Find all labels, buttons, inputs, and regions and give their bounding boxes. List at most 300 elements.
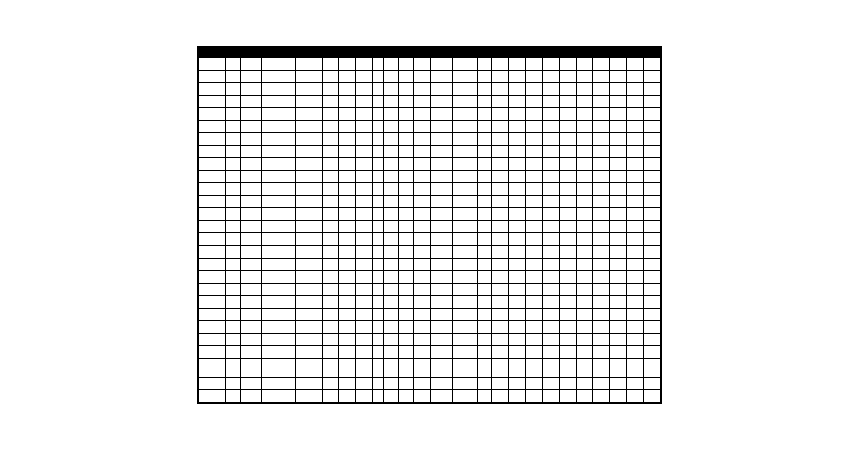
table-row [199, 58, 661, 71]
table-cell [225, 296, 240, 309]
table-cell [509, 108, 526, 121]
table-cell [559, 58, 576, 71]
table-cell [477, 333, 492, 346]
table-cell [610, 120, 627, 133]
table-cell [644, 208, 661, 221]
table-cell [509, 95, 526, 108]
table-cell [610, 170, 627, 183]
table-cell [576, 233, 593, 246]
table-cell [356, 220, 373, 233]
table-cell [627, 233, 644, 246]
table-cell [356, 233, 373, 246]
table-cell [593, 271, 610, 284]
table-cell [225, 271, 240, 284]
table-cell [627, 58, 644, 71]
table-cell [295, 208, 322, 221]
table-cell [576, 133, 593, 146]
column-header [593, 48, 610, 58]
table-cell [384, 70, 399, 83]
table-cell [526, 358, 543, 377]
table-cell [542, 220, 559, 233]
table-cell [610, 271, 627, 284]
row-label-cell [199, 170, 226, 183]
table-cell [477, 120, 492, 133]
table-cell [373, 258, 384, 271]
table-cell [356, 145, 373, 158]
table-cell [356, 70, 373, 83]
table-cell [240, 208, 261, 221]
table-cell [477, 220, 492, 233]
table-cell [576, 390, 593, 403]
table-cell [559, 377, 576, 390]
table-cell [526, 58, 543, 71]
table-cell [356, 58, 373, 71]
table-cell [559, 333, 576, 346]
table-cell [576, 120, 593, 133]
table-cell [339, 390, 356, 403]
table-cell [356, 158, 373, 171]
table-cell [526, 108, 543, 121]
table-cell [413, 346, 430, 359]
table-cell [356, 208, 373, 221]
table-cell [559, 390, 576, 403]
table-cell [477, 296, 492, 309]
table-cell [225, 321, 240, 334]
table-cell [225, 133, 240, 146]
table-header [199, 48, 661, 58]
row-label-cell [199, 390, 226, 403]
table-cell [225, 220, 240, 233]
table-cell [593, 83, 610, 96]
column-header [509, 48, 526, 58]
table-cell [509, 183, 526, 196]
table-cell [644, 258, 661, 271]
row-label-cell [199, 283, 226, 296]
table-cell [339, 208, 356, 221]
table-cell [339, 195, 356, 208]
table-cell [576, 358, 593, 377]
row-label-cell [199, 377, 226, 390]
table-cell [452, 233, 477, 246]
table-cell [576, 83, 593, 96]
table-cell [356, 83, 373, 96]
table-cell [225, 258, 240, 271]
table-cell [452, 271, 477, 284]
table-cell [509, 158, 526, 171]
table-cell [430, 183, 452, 196]
table-cell [384, 158, 399, 171]
table-cell [542, 183, 559, 196]
table-cell [384, 333, 399, 346]
table-cell [477, 233, 492, 246]
table-cell [225, 308, 240, 321]
table-cell [627, 245, 644, 258]
table-row [199, 220, 661, 233]
table-cell [526, 145, 543, 158]
table-cell [610, 58, 627, 71]
table-cell [542, 83, 559, 96]
table-cell [373, 283, 384, 296]
table-cell [295, 358, 322, 377]
table-cell [373, 358, 384, 377]
table-cell [576, 58, 593, 71]
table-cell [576, 296, 593, 309]
table-cell [373, 333, 384, 346]
column-header [295, 48, 322, 58]
table-cell [384, 133, 399, 146]
table-cell [384, 83, 399, 96]
table-cell [526, 208, 543, 221]
table-cell [339, 220, 356, 233]
table-cell [477, 390, 492, 403]
table-cell [559, 133, 576, 146]
table-cell [452, 58, 477, 71]
row-label-cell [199, 145, 226, 158]
row-label-cell [199, 208, 226, 221]
table-cell [295, 195, 322, 208]
table-cell [452, 258, 477, 271]
table-cell [492, 195, 509, 208]
table-cell [225, 120, 240, 133]
table-cell [452, 70, 477, 83]
table-cell [225, 95, 240, 108]
table-cell [610, 108, 627, 121]
table-cell [576, 346, 593, 359]
row-label-cell [199, 346, 226, 359]
table-cell [610, 95, 627, 108]
table-cell [610, 377, 627, 390]
table-cell [542, 308, 559, 321]
table-cell [373, 377, 384, 390]
table-cell [509, 145, 526, 158]
table-cell [593, 296, 610, 309]
header-row [199, 48, 661, 58]
table-cell [559, 321, 576, 334]
table-cell [610, 358, 627, 377]
table-cell [542, 346, 559, 359]
table-cell [452, 120, 477, 133]
table-cell [240, 133, 261, 146]
table-cell [295, 390, 322, 403]
table-cell [295, 133, 322, 146]
row-label-cell [199, 83, 226, 96]
table-cell [576, 158, 593, 171]
table-cell [526, 120, 543, 133]
table-cell [322, 70, 339, 83]
table-cell [225, 70, 240, 83]
table-cell [322, 158, 339, 171]
row-label-cell [199, 195, 226, 208]
table-cell [399, 120, 414, 133]
table-cell [373, 120, 384, 133]
table-cell [542, 170, 559, 183]
table-cell [627, 283, 644, 296]
table-cell [240, 245, 261, 258]
table-cell [384, 208, 399, 221]
table-row [199, 183, 661, 196]
table-cell [295, 120, 322, 133]
table-cell [240, 195, 261, 208]
table-cell [644, 233, 661, 246]
table-cell [593, 333, 610, 346]
table-cell [322, 145, 339, 158]
table-cell [413, 158, 430, 171]
table-cell [593, 346, 610, 359]
table-row [199, 133, 661, 146]
column-header [322, 48, 339, 58]
table-cell [384, 296, 399, 309]
table-cell [240, 145, 261, 158]
table-cell [452, 95, 477, 108]
table-cell [526, 170, 543, 183]
table-cell [240, 346, 261, 359]
table-cell [644, 377, 661, 390]
table-cell [477, 70, 492, 83]
row-label-cell [199, 220, 226, 233]
table-cell [559, 120, 576, 133]
table-cell [627, 321, 644, 334]
table-cell [225, 390, 240, 403]
table-cell [627, 183, 644, 196]
table-cell [526, 70, 543, 83]
table-cell [593, 145, 610, 158]
table-cell [477, 283, 492, 296]
table-cell [356, 245, 373, 258]
table-row [199, 321, 661, 334]
table-cell [356, 133, 373, 146]
table-cell [509, 390, 526, 403]
table-cell [644, 245, 661, 258]
table-cell [542, 208, 559, 221]
table-cell [610, 233, 627, 246]
table-cell [627, 70, 644, 83]
table-row [199, 120, 661, 133]
table-cell [509, 377, 526, 390]
table-cell [509, 70, 526, 83]
table-cell [559, 70, 576, 83]
table-cell [240, 296, 261, 309]
table-cell [384, 358, 399, 377]
table-row [199, 258, 661, 271]
table-body [199, 58, 661, 403]
table-cell [559, 208, 576, 221]
table-cell [526, 158, 543, 171]
table-cell [295, 95, 322, 108]
table-cell [452, 133, 477, 146]
table-row [199, 158, 661, 171]
table-cell [399, 346, 414, 359]
table-cell [509, 220, 526, 233]
table-cell [339, 95, 356, 108]
table-cell [452, 220, 477, 233]
table-cell [576, 220, 593, 233]
table-cell [261, 133, 295, 146]
table-cell [593, 258, 610, 271]
table-cell [373, 195, 384, 208]
table-cell [492, 95, 509, 108]
table-cell [559, 195, 576, 208]
table-cell [526, 308, 543, 321]
table-cell [261, 245, 295, 258]
table-cell [322, 170, 339, 183]
table-cell [356, 377, 373, 390]
table-cell [339, 283, 356, 296]
data-table [198, 47, 661, 403]
table-row [199, 333, 661, 346]
table-cell [225, 245, 240, 258]
table-cell [339, 321, 356, 334]
table-cell [430, 321, 452, 334]
table-cell [261, 120, 295, 133]
table-cell [644, 296, 661, 309]
table-cell [627, 133, 644, 146]
table-cell [576, 145, 593, 158]
table-cell [356, 321, 373, 334]
table-cell [542, 233, 559, 246]
table-cell [509, 333, 526, 346]
table-row [199, 233, 661, 246]
table-cell [322, 333, 339, 346]
table-cell [610, 321, 627, 334]
table-cell [373, 390, 384, 403]
table-cell [593, 158, 610, 171]
table-cell [526, 390, 543, 403]
table-cell [384, 195, 399, 208]
column-header [225, 48, 240, 58]
table-cell [430, 195, 452, 208]
column-header [492, 48, 509, 58]
table-cell [430, 108, 452, 121]
table-cell [356, 308, 373, 321]
table-cell [576, 70, 593, 83]
row-label-cell [199, 133, 226, 146]
table-cell [399, 220, 414, 233]
table-cell [576, 321, 593, 334]
table-cell [576, 271, 593, 284]
table-cell [492, 390, 509, 403]
table-cell [295, 245, 322, 258]
table-cell [644, 333, 661, 346]
row-label-cell [199, 258, 226, 271]
table-cell [399, 308, 414, 321]
table-cell [322, 271, 339, 284]
table-cell [240, 390, 261, 403]
table-cell [610, 183, 627, 196]
table-cell [477, 245, 492, 258]
table-cell [322, 120, 339, 133]
table-cell [399, 321, 414, 334]
table-cell [610, 333, 627, 346]
row-label-cell [199, 183, 226, 196]
table-cell [384, 183, 399, 196]
table-cell [373, 308, 384, 321]
table-cell [477, 346, 492, 359]
row-label-cell [199, 308, 226, 321]
table-cell [526, 233, 543, 246]
table-cell [492, 70, 509, 83]
table-cell [295, 377, 322, 390]
table-cell [477, 183, 492, 196]
table-cell [261, 95, 295, 108]
table-cell [295, 170, 322, 183]
table-row [199, 170, 661, 183]
table-cell [542, 283, 559, 296]
table-cell [339, 358, 356, 377]
table-cell [399, 133, 414, 146]
column-header [373, 48, 384, 58]
table-cell [295, 333, 322, 346]
table-cell [384, 283, 399, 296]
table-cell [452, 208, 477, 221]
table-cell [492, 308, 509, 321]
table-cell [492, 283, 509, 296]
table-cell [542, 195, 559, 208]
table-cell [593, 58, 610, 71]
table-cell [627, 195, 644, 208]
table-cell [295, 271, 322, 284]
table-cell [225, 58, 240, 71]
table-cell [225, 358, 240, 377]
table-cell [627, 390, 644, 403]
table-cell [322, 195, 339, 208]
table-cell [492, 133, 509, 146]
table-cell [526, 377, 543, 390]
table-cell [240, 158, 261, 171]
table-cell [322, 358, 339, 377]
table-cell [542, 296, 559, 309]
table-cell [644, 308, 661, 321]
table-cell [430, 233, 452, 246]
table-cell [399, 70, 414, 83]
table-cell [322, 108, 339, 121]
table-cell [413, 220, 430, 233]
table-cell [593, 170, 610, 183]
row-label-cell [199, 296, 226, 309]
table-cell [452, 158, 477, 171]
table-cell [644, 321, 661, 334]
table-cell [452, 195, 477, 208]
table-cell [322, 233, 339, 246]
table-cell [542, 271, 559, 284]
table-cell [399, 183, 414, 196]
table-cell [627, 346, 644, 359]
table-cell [413, 95, 430, 108]
table-cell [593, 108, 610, 121]
table-cell [384, 220, 399, 233]
table-cell [413, 333, 430, 346]
table-cell [413, 145, 430, 158]
table-cell [240, 58, 261, 71]
table-cell [627, 296, 644, 309]
table-cell [477, 308, 492, 321]
table-row [199, 358, 661, 377]
table-cell [644, 183, 661, 196]
table-cell [526, 283, 543, 296]
table-cell [644, 120, 661, 133]
table-cell [492, 233, 509, 246]
table-cell [384, 308, 399, 321]
table-cell [356, 170, 373, 183]
table-cell [339, 296, 356, 309]
row-label-cell [199, 245, 226, 258]
table-cell [593, 95, 610, 108]
row-label-cell [199, 95, 226, 108]
table-cell [430, 58, 452, 71]
table-cell [261, 108, 295, 121]
table-cell [492, 208, 509, 221]
table-cell [356, 183, 373, 196]
table-cell [509, 233, 526, 246]
